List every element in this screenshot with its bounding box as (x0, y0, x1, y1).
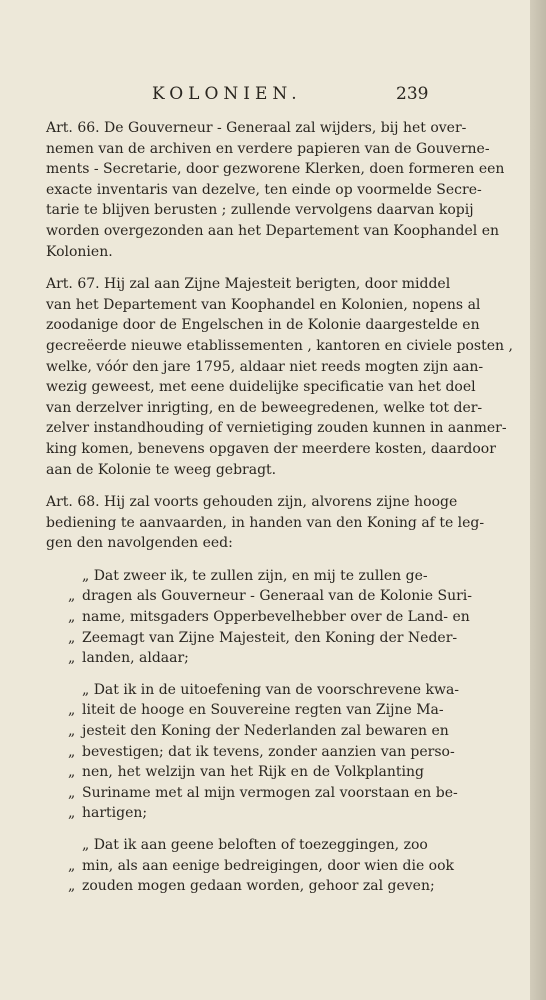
quote-mark: „ (68, 764, 76, 781)
text-line: Art. 66. De Gouverneur - Generaal zal wijders, bij het over- (46, 120, 467, 136)
quote-mark: „ (68, 857, 76, 874)
text-line: wezig geweest, met eene duidelijke specificatie van het doel (46, 379, 476, 396)
quote-mark: „ (68, 650, 76, 667)
oath-line: bevestigen; dat ik tevens, zonder aanzien van perso- (82, 743, 455, 760)
oath-line: min, als aan eenige bedreigingen, door wien die ook (82, 857, 455, 874)
quote-mark: „ (68, 588, 76, 605)
oath-line: landen, aldaar; (82, 650, 189, 667)
text-line: Art. 67. Hij zal aan Zijne Majesteit berigten, door middel (46, 276, 451, 293)
quote-mark: „ (68, 629, 76, 646)
text-line: van het Departement van Koophandel en Kolonien, nopens al (46, 296, 481, 313)
oath-line: „ Dat zweer ik, te zullen zijn, en mij te zullen ge- (82, 567, 428, 584)
oath-line: hartigen; (82, 805, 148, 822)
text-line: zoodanige door de Engelschen in de Kolonie daargestelde en (46, 317, 480, 334)
oath-line: dragen als Gouverneur - Generaal van de Kolonie Suri- (82, 588, 472, 605)
article-67 (46, 274, 513, 480)
quote-mark: „ (68, 805, 76, 822)
quote-mark: „ (68, 702, 76, 719)
text-line: gecreëerde nieuwe etablissementen , kantoren en civiele posten , (46, 337, 513, 354)
quote-mark: „ (68, 784, 76, 801)
oath-paragraph-2 (46, 680, 460, 824)
page-text (46, 118, 513, 897)
oath-paragraph-1 (46, 566, 472, 669)
oath-line: „ Dat ik aan geene beloften of toezeggingen, zoo (82, 837, 428, 853)
running-head: KOLONIEN. (152, 84, 302, 104)
oath-line: jesteit den Koning der Nederlanden zal bewaren en (82, 723, 449, 740)
text-line: worden overgezonden aan het Departement van Koophandel en (46, 222, 500, 239)
text-line: Art. 68. Hij zal voorts gehouden zijn, alvorens zijne hooge (46, 494, 458, 511)
text-line: van derzelver inrigting, en de beweegredenen, welke tot der- (46, 399, 483, 416)
page-edge (530, 0, 546, 1000)
text-line: ments - Secretarie, door gezworene Klerken, doen formeren een (46, 161, 505, 178)
oath-line: zouden mogen gedaan worden, gehoor zal geven; (82, 878, 435, 895)
text-line: gen den navolgenden eed: (46, 535, 233, 552)
text-line: Kolonien. (46, 243, 113, 260)
text-line: king komen, benevens opgaven der meerdere kosten, daardoor (46, 440, 496, 457)
article-68 (46, 492, 485, 554)
quote-mark: „ (68, 878, 76, 895)
oath-line: „ Dat ik in de uitoefening van de voorschrevene kwa- (82, 681, 460, 698)
oath-line: nen, het welzijn van het Rijk en de Volkplanting (82, 764, 424, 781)
quote-mark: „ (68, 723, 76, 740)
oath-paragraph-3 (46, 835, 455, 897)
text-line: tarie te blijven berusten ; zullende vervolgens daarvan kopij (46, 202, 474, 219)
text-line: welke, vóór den jare 1795, aldaar niet reeds mogten zijn aan- (46, 358, 484, 375)
quote-mark: „ (68, 609, 76, 626)
oath-line: Zeemagt van Zijne Majesteit, den Koning der Neder- (82, 629, 458, 646)
text-line: aan de Kolonie te weeg gebragt. (46, 461, 277, 478)
text-line: zelver instandhouding of vernietiging zouden kunnen in aanmer- (46, 420, 507, 437)
page-number: 239 (396, 84, 429, 104)
oath-line: liteit de hooge en Souvereine regten van Zijne Ma- (82, 702, 444, 719)
text-line: bediening te aanvaarden, in handen van den Koning af te leg- (46, 514, 485, 531)
oath-line: name, mitsgaders Opperbevelhebber over de Land- en (82, 609, 470, 626)
text-line: exacte inventaris van dezelve, ten einde op voormelde Secre- (46, 181, 482, 198)
article-66 (46, 118, 505, 262)
oath-line: Suriname met al mijn vermogen zal voorstaan en be- (82, 784, 458, 801)
quote-mark: „ (68, 743, 76, 760)
text-line: nemen van de archiven en verdere papieren van de Gouverne- (46, 140, 490, 157)
